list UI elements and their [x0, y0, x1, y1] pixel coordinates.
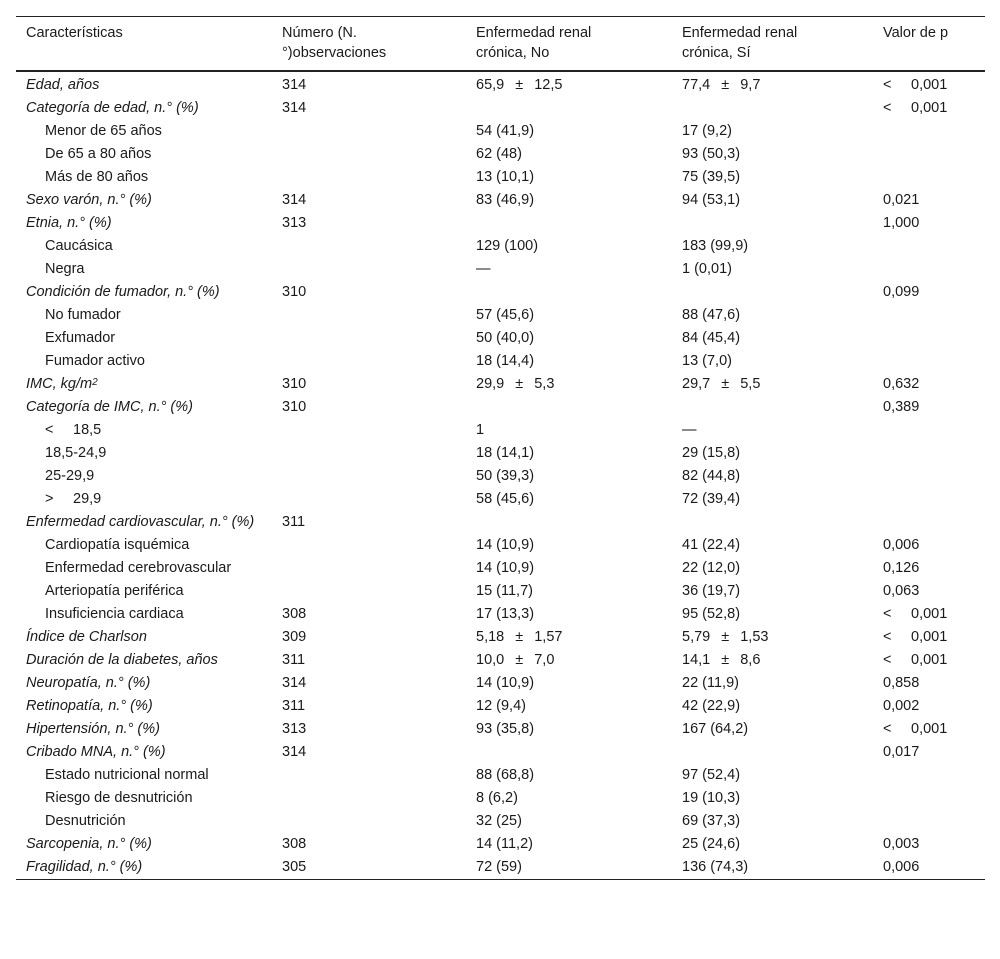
cell-observations: [272, 580, 466, 603]
cell-p-value: 0,099: [883, 284, 920, 300]
cell-ckd-no: 14 (10,9): [476, 537, 535, 553]
table-row: [16, 856, 985, 880]
table-row: [16, 396, 985, 419]
cell-observations: [272, 787, 466, 810]
table-row: [16, 419, 985, 442]
cell-p-value: 0,017: [883, 744, 920, 760]
table-row: [16, 327, 985, 350]
table-row: [16, 603, 985, 626]
cell-p-value: 0,126: [883, 560, 920, 576]
row-label-indice-de-charlson: Índice de Charlson: [26, 629, 147, 645]
cell-ckd-yes: 14,1 ± 8,6: [682, 652, 761, 668]
row-label-riesgo-de-desnutricion: Riesgo de desnutrición: [45, 790, 193, 806]
cell-p-value: [873, 787, 985, 810]
characteristics-table-container: [16, 16, 985, 880]
cell-observations: 313: [282, 215, 307, 231]
cell-ckd-no: [466, 511, 672, 534]
cell-p-value: 0,858: [883, 675, 920, 691]
header-p-value: Valor de p: [883, 25, 949, 41]
cell-ckd-yes: 36 (19,7): [682, 583, 741, 599]
cell-observations: [272, 465, 466, 488]
cell-observations: [272, 327, 466, 350]
table-row: [16, 511, 985, 534]
cell-ckd-no: 83 (46,9): [476, 192, 535, 208]
row-label-menor-de-65-anos: Menor de 65 años: [45, 123, 162, 139]
cell-observations: [272, 235, 466, 258]
row-label-enfermedad-cerebrovascular: Enfermedad cerebrovascular: [45, 560, 232, 576]
cell-ckd-no: 32 (25): [476, 813, 522, 829]
cell-p-value: [873, 764, 985, 787]
table-row: [16, 626, 985, 649]
cell-p-value: [873, 419, 985, 442]
cell-observations: 309: [282, 629, 307, 645]
cell-observations: 311: [282, 698, 306, 714]
table-row: [16, 833, 985, 856]
cell-ckd-no: 10,0 ± 7,0: [476, 652, 555, 668]
table-row: [16, 488, 985, 511]
table-row: [16, 534, 985, 557]
cell-ckd-no: 18 (14,1): [476, 445, 535, 461]
cell-ckd-yes: 94 (53,1): [682, 192, 741, 208]
header-characteristics: Características: [26, 25, 123, 41]
row-label-categoria-de-imc-n: Categoría de IMC, n.° (%): [26, 399, 193, 415]
cell-ckd-no: 29,9 ± 5,3: [476, 376, 555, 392]
cell-p-value: [873, 235, 985, 258]
row-label-condicion-de-fumador-n: Condición de fumador, n.° (%): [26, 284, 220, 300]
cell-observations: [272, 350, 466, 373]
table-row: [16, 810, 985, 833]
row-label-retinopatia-n: Retinopatía, n.° (%): [26, 698, 153, 714]
table-row: [16, 741, 985, 764]
cell-ckd-yes: —: [682, 422, 697, 438]
cell-ckd-no: [466, 396, 672, 419]
cell-observations: [272, 534, 466, 557]
row-label-arteriopatia-periferica: Arteriopatía periférica: [45, 583, 184, 599]
cell-p-value: 0,021: [883, 192, 920, 208]
cell-observations: 314: [282, 100, 307, 116]
cell-ckd-yes: 136 (74,3): [682, 859, 749, 875]
table-row: [16, 97, 985, 120]
cell-observations: [272, 258, 466, 281]
characteristics-table: [16, 16, 985, 880]
cell-p-value: 0,002: [883, 698, 920, 714]
cell-ckd-yes: 97 (52,4): [682, 767, 741, 783]
cell-ckd-no: [466, 281, 672, 304]
cell-p-value: [873, 810, 985, 833]
row-label-neuropatia-n: Neuropatía, n.° (%): [26, 675, 151, 691]
cell-p-value: 0,389: [883, 399, 920, 415]
cell-ckd-yes: 1 (0,01): [682, 261, 732, 277]
cell-p-value: 1,000: [883, 215, 920, 231]
cell-ckd-yes: 19 (10,3): [682, 790, 741, 806]
cell-observations: 308: [282, 606, 307, 622]
cell-observations: [272, 419, 466, 442]
cell-ckd-yes: [672, 212, 873, 235]
table-row: [16, 557, 985, 580]
table-row: [16, 672, 985, 695]
cell-ckd-no: 65,9 ± 12,5: [476, 77, 563, 93]
table-row: [16, 580, 985, 603]
cell-ckd-yes: 77,4 ± 9,7: [682, 77, 761, 93]
cell-ckd-yes: 22 (12,0): [682, 560, 741, 576]
cell-ckd-no: 14 (10,9): [476, 560, 535, 576]
row-label-imc-kg-m: IMC, $kg/m^2$: [26, 376, 98, 392]
cell-ckd-yes: [672, 741, 873, 764]
cell-ckd-yes: [672, 281, 873, 304]
row-label-sarcopenia-n: Sarcopenia, n.° (%): [26, 836, 152, 852]
table-row: [16, 189, 985, 212]
cell-ckd-no: 58 (45,6): [476, 491, 535, 507]
row-label-cardiopatia-isquemica: Cardiopatía isquémica: [45, 537, 190, 553]
cell-observations: [272, 166, 466, 189]
cell-p-value: [873, 143, 985, 166]
cell-ckd-yes: [672, 97, 873, 120]
cell-ckd-yes: 84 (45,4): [682, 330, 741, 346]
table-row: [16, 465, 985, 488]
row-label-edad-anos: Edad, años: [26, 77, 100, 93]
cell-ckd-yes: 82 (44,8): [682, 468, 741, 484]
cell-ckd-no: —: [476, 261, 491, 277]
table-row: [16, 787, 985, 810]
cell-ckd-yes: 88 (47,6): [682, 307, 741, 323]
cell-p-value: [873, 350, 985, 373]
table-row: [16, 258, 985, 281]
cell-observations: 314: [282, 192, 307, 208]
cell-observations: 310: [282, 376, 307, 392]
row-label-29-9: > 29,9: [45, 491, 102, 507]
table-row: [16, 373, 985, 396]
cell-ckd-no: 8 (6,2): [476, 790, 518, 806]
cell-ckd-no: 72 (59): [476, 859, 522, 875]
cell-ckd-yes: [672, 511, 873, 534]
cell-p-value: < 0,001: [883, 629, 948, 645]
cell-ckd-yes: [672, 396, 873, 419]
table-row: [16, 649, 985, 672]
row-label-hipertension-n: Hipertensión, n.° (%): [26, 721, 160, 737]
row-label-estado-nutricional-normal: Estado nutricional normal: [45, 767, 209, 783]
cell-observations: [272, 557, 466, 580]
cell-ckd-no: 17 (13,3): [476, 606, 535, 622]
cell-ckd-yes: 25 (24,6): [682, 836, 741, 852]
cell-ckd-yes: 72 (39,4): [682, 491, 741, 507]
cell-p-value: < 0,001: [883, 652, 948, 668]
cell-ckd-no: 93 (35,8): [476, 721, 535, 737]
cell-ckd-no: 1: [476, 422, 485, 438]
cell-ckd-no: 12 (9,4): [476, 698, 526, 714]
row-label-fumador-activo: Fumador activo: [45, 353, 145, 369]
cell-ckd-yes: 29,7 ± 5,5: [682, 376, 761, 392]
cell-ckd-no: 15 (11,7): [476, 583, 533, 599]
table-row: [16, 442, 985, 465]
table-row: [16, 143, 985, 166]
cell-ckd-no: 57 (45,6): [476, 307, 535, 323]
cell-ckd-yes: 183 (99,9): [682, 238, 749, 254]
row-label-caucasica: Caucásica: [45, 238, 113, 254]
cell-ckd-yes: 42 (22,9): [682, 698, 741, 714]
row-label-enfermedad-cardiovascular-n: Enfermedad cardiovascular, n.° (%): [26, 514, 255, 530]
cell-observations: [272, 442, 466, 465]
table-row: [16, 212, 985, 235]
cell-observations: 314: [282, 744, 307, 760]
table-header: [16, 17, 985, 72]
cell-ckd-yes: 5,79 ± 1,53: [682, 629, 769, 645]
cell-p-value: [873, 120, 985, 143]
cell-observations: 311: [282, 652, 306, 668]
cell-ckd-no: 18 (14,4): [476, 353, 535, 369]
cell-p-value: 0,063: [883, 583, 920, 599]
row-label-desnutricion: Desnutrición: [45, 813, 126, 829]
header-row: [16, 17, 985, 72]
header-observations: Número (N. °)observaciones: [282, 25, 387, 61]
table-row: [16, 281, 985, 304]
cell-p-value: [873, 327, 985, 350]
table-row: [16, 235, 985, 258]
cell-p-value: 0,006: [883, 537, 920, 553]
cell-ckd-no: 14 (10,9): [476, 675, 535, 691]
cell-observations: [272, 120, 466, 143]
cell-ckd-no: 14 (11,2): [476, 836, 533, 852]
row-label-negra: Negra: [45, 261, 85, 277]
cell-p-value: [873, 304, 985, 327]
cell-p-value: [873, 511, 985, 534]
cell-ckd-no: 88 (68,8): [476, 767, 535, 783]
cell-ckd-yes: 41 (22,4): [682, 537, 741, 553]
cell-observations: [272, 764, 466, 787]
cell-ckd-no: 50 (39,3): [476, 468, 535, 484]
cell-observations: 313: [282, 721, 307, 737]
row-label-cribado-mna-n: Cribado MNA, n.° (%): [26, 744, 166, 760]
cell-ckd-yes: 17 (9,2): [682, 123, 732, 139]
cell-p-value: [873, 442, 985, 465]
cell-ckd-yes: 75 (39,5): [682, 169, 741, 185]
row-label-etnia-n: Etnia, n.° (%): [26, 215, 112, 231]
cell-ckd-no: 13 (10,1): [476, 169, 535, 185]
cell-ckd-yes: 22 (11,9): [682, 675, 739, 691]
table-row: [16, 71, 985, 97]
table-row: [16, 718, 985, 741]
row-label-fragilidad-n: Fragilidad, n.° (%): [26, 859, 143, 875]
row-label-sexo-varon-n: Sexo varón, n.° (%): [26, 192, 152, 208]
cell-observations: [272, 810, 466, 833]
cell-p-value: < 0,001: [883, 721, 948, 737]
header-ckd-yes: Enfermedad renal crónica, Sí: [682, 25, 798, 61]
cell-p-value: 0,632: [883, 376, 920, 392]
row-label-no-fumador: No fumador: [45, 307, 121, 323]
row-label-mas-de-80-anos: Más de 80 años: [45, 169, 149, 185]
cell-observations: [272, 488, 466, 511]
cell-ckd-no: 54 (41,9): [476, 123, 535, 139]
row-label-18-5-24-9: 18,5-24,9: [45, 445, 107, 461]
cell-observations: 308: [282, 836, 307, 852]
table-row: [16, 120, 985, 143]
cell-ckd-yes: 95 (52,8): [682, 606, 741, 622]
cell-ckd-no: [466, 212, 672, 235]
cell-ckd-yes: 167 (64,2): [682, 721, 749, 737]
cell-p-value: [873, 166, 985, 189]
cell-ckd-yes: 13 (7,0): [682, 353, 732, 369]
cell-p-value: [873, 258, 985, 281]
cell-observations: 310: [282, 284, 307, 300]
cell-observations: 311: [282, 514, 306, 530]
header-ckd-no: Enfermedad renal crónica, No: [476, 25, 592, 61]
row-label-duracion-de-la-diabetes-anos: Duración de la diabetes, años: [26, 652, 218, 668]
cell-observations: 314: [282, 675, 307, 691]
cell-observations: 314: [282, 77, 307, 93]
cell-ckd-yes: 69 (37,3): [682, 813, 741, 829]
cell-p-value: < 0,001: [883, 100, 948, 116]
table-row: [16, 695, 985, 718]
cell-p-value: 0,003: [883, 836, 920, 852]
cell-p-value: < 0,001: [883, 606, 948, 622]
table-row: [16, 350, 985, 373]
cell-observations: [272, 304, 466, 327]
table-row: [16, 304, 985, 327]
row-label-de-65-a-80-anos: De 65 a 80 años: [45, 146, 152, 162]
cell-ckd-yes: 93 (50,3): [682, 146, 741, 162]
cell-observations: 305: [282, 859, 307, 875]
cell-p-value: [873, 465, 985, 488]
cell-ckd-no: 5,18 ± 1,57: [476, 629, 563, 645]
cell-observations: 310: [282, 399, 307, 415]
cell-ckd-no: [466, 97, 672, 120]
row-label-18-5: < 18,5: [45, 422, 102, 438]
cell-p-value: [873, 488, 985, 511]
cell-ckd-no: [466, 741, 672, 764]
cell-ckd-yes: 29 (15,8): [682, 445, 741, 461]
table-row: [16, 764, 985, 787]
cell-ckd-no: 62 (48): [476, 146, 522, 162]
table-row: [16, 166, 985, 189]
cell-observations: [272, 143, 466, 166]
row-label-exfumador: Exfumador: [45, 330, 116, 346]
cell-ckd-no: 50 (40,0): [476, 330, 535, 346]
row-label-categoria-de-edad-n: Categoría de edad, n.° (%): [26, 100, 199, 116]
table-body: [16, 71, 985, 880]
cell-ckd-no: 129 (100): [476, 238, 539, 254]
cell-p-value: 0,006: [883, 859, 920, 875]
row-label-25-29-9: 25-29,9: [45, 468, 95, 484]
row-label-insuficiencia-cardiaca: Insuficiencia cardiaca: [45, 606, 184, 622]
cell-p-value: < 0,001: [883, 77, 948, 93]
